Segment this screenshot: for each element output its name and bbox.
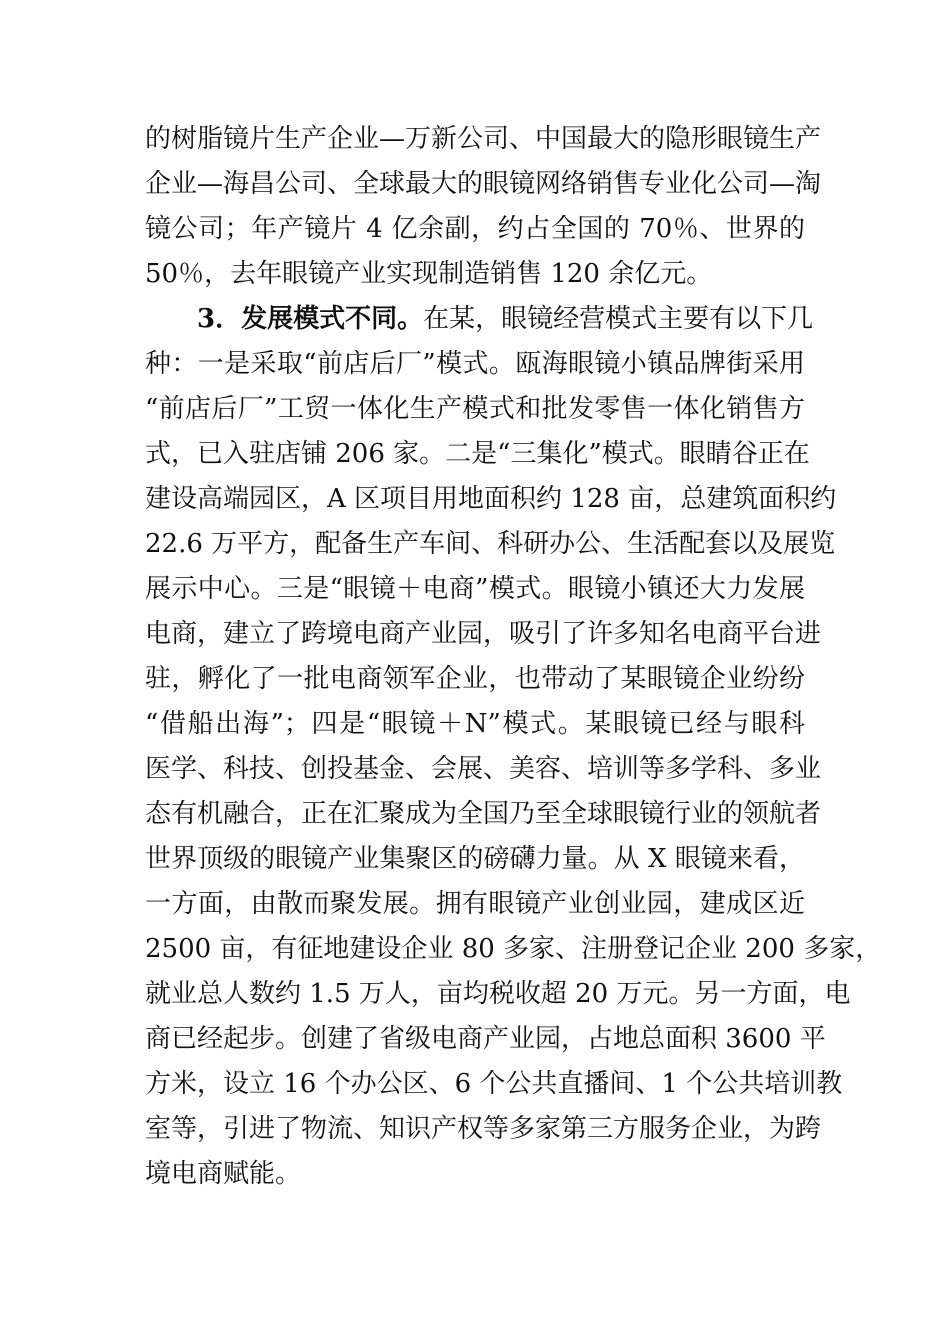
text-line: 种：一是采取“前店后厂”模式。瓯海眼镜小镇品牌街采用 <box>145 349 805 379</box>
text-line: 镜公司；年产镜片 4 亿余副，约占全国的 70％、世界的 <box>145 214 805 244</box>
text-line: 态有机融合，正在汇聚成为全国乃至全球眼镜行业的领航者 <box>145 799 822 829</box>
text-line: 的树脂镜片生产企业—万新公司、中国最大的隐形眼镜生产 <box>145 124 822 154</box>
body-text <box>145 117 882 1197</box>
text-line: 建设高端园区，A 区项目用地面积约 128 亩，总建筑面积约 <box>145 484 837 514</box>
text-line: 电商，建立了跨境电商产业园，吸引了许多知名电商平台进 <box>145 619 822 649</box>
text-line: 商已经起步。创建了省级电商产业园，占地总面积 3600 平 <box>145 1024 826 1054</box>
text-line: 境电商赋能。 <box>145 1159 302 1189</box>
paragraph-1 <box>145 117 822 297</box>
text-line: 驻，孵化了一批电商领军企业，也带动了某眼镜企业纷纷 <box>145 664 805 694</box>
text-line: 世界顶级的眼镜产业集聚区的磅礴力量。从 X 眼镜来看， <box>145 844 805 874</box>
text-line <box>145 297 814 342</box>
heading-line-text: 在某，眼镜经营模式主要有以下几 <box>423 304 814 334</box>
text-line: 室等，引进了物流、知识产权等多家第三方服务企业，为跨 <box>145 1114 822 1144</box>
text-line: 2500 亩，有征地建设企业 80 多家、注册登记企业 200 多家， <box>145 934 882 964</box>
text-line: 方米，设立 16 个办公区、6 个公共直播间、1 个公共培训教 <box>145 1069 843 1099</box>
section-heading: 3．发展模式不同。 <box>197 304 424 334</box>
text-line: 企业—海昌公司、全球最大的眼镜网络销售专业化公司—淘 <box>145 169 822 199</box>
paragraph-2 <box>145 297 882 1197</box>
text-line: “借船出海”；四是“眼镜＋N”模式。某眼镜已经与眼科 <box>145 709 805 739</box>
text-line: “前店后厂”工贸一体化生产模式和批发零售一体化销售方 <box>145 394 805 424</box>
text-line: 50％，去年眼镜产业实现制造销售 120 余亿元。 <box>145 259 713 289</box>
text-line: 一方面，由散而聚发展。拥有眼镜产业创业园，建成区近 <box>145 889 805 919</box>
text-line: 就业总人数约 1.5 万人，亩均税收超 20 万元。另一方面，电 <box>145 979 851 1009</box>
text-line: 医学、科技、创投基金、会展、美容、培训等多学科、多业 <box>145 754 822 784</box>
text-line: 式，已入驻店铺 206 家。二是“三集化”模式。眼睛谷正在 <box>145 439 810 469</box>
text-line: 展示中心。三是“眼镜＋电商”模式。眼镜小镇还大力发展 <box>145 574 805 604</box>
text-line: 22.6 万平方，配备生产车间、科研办公、生活配套以及展览 <box>145 529 836 559</box>
